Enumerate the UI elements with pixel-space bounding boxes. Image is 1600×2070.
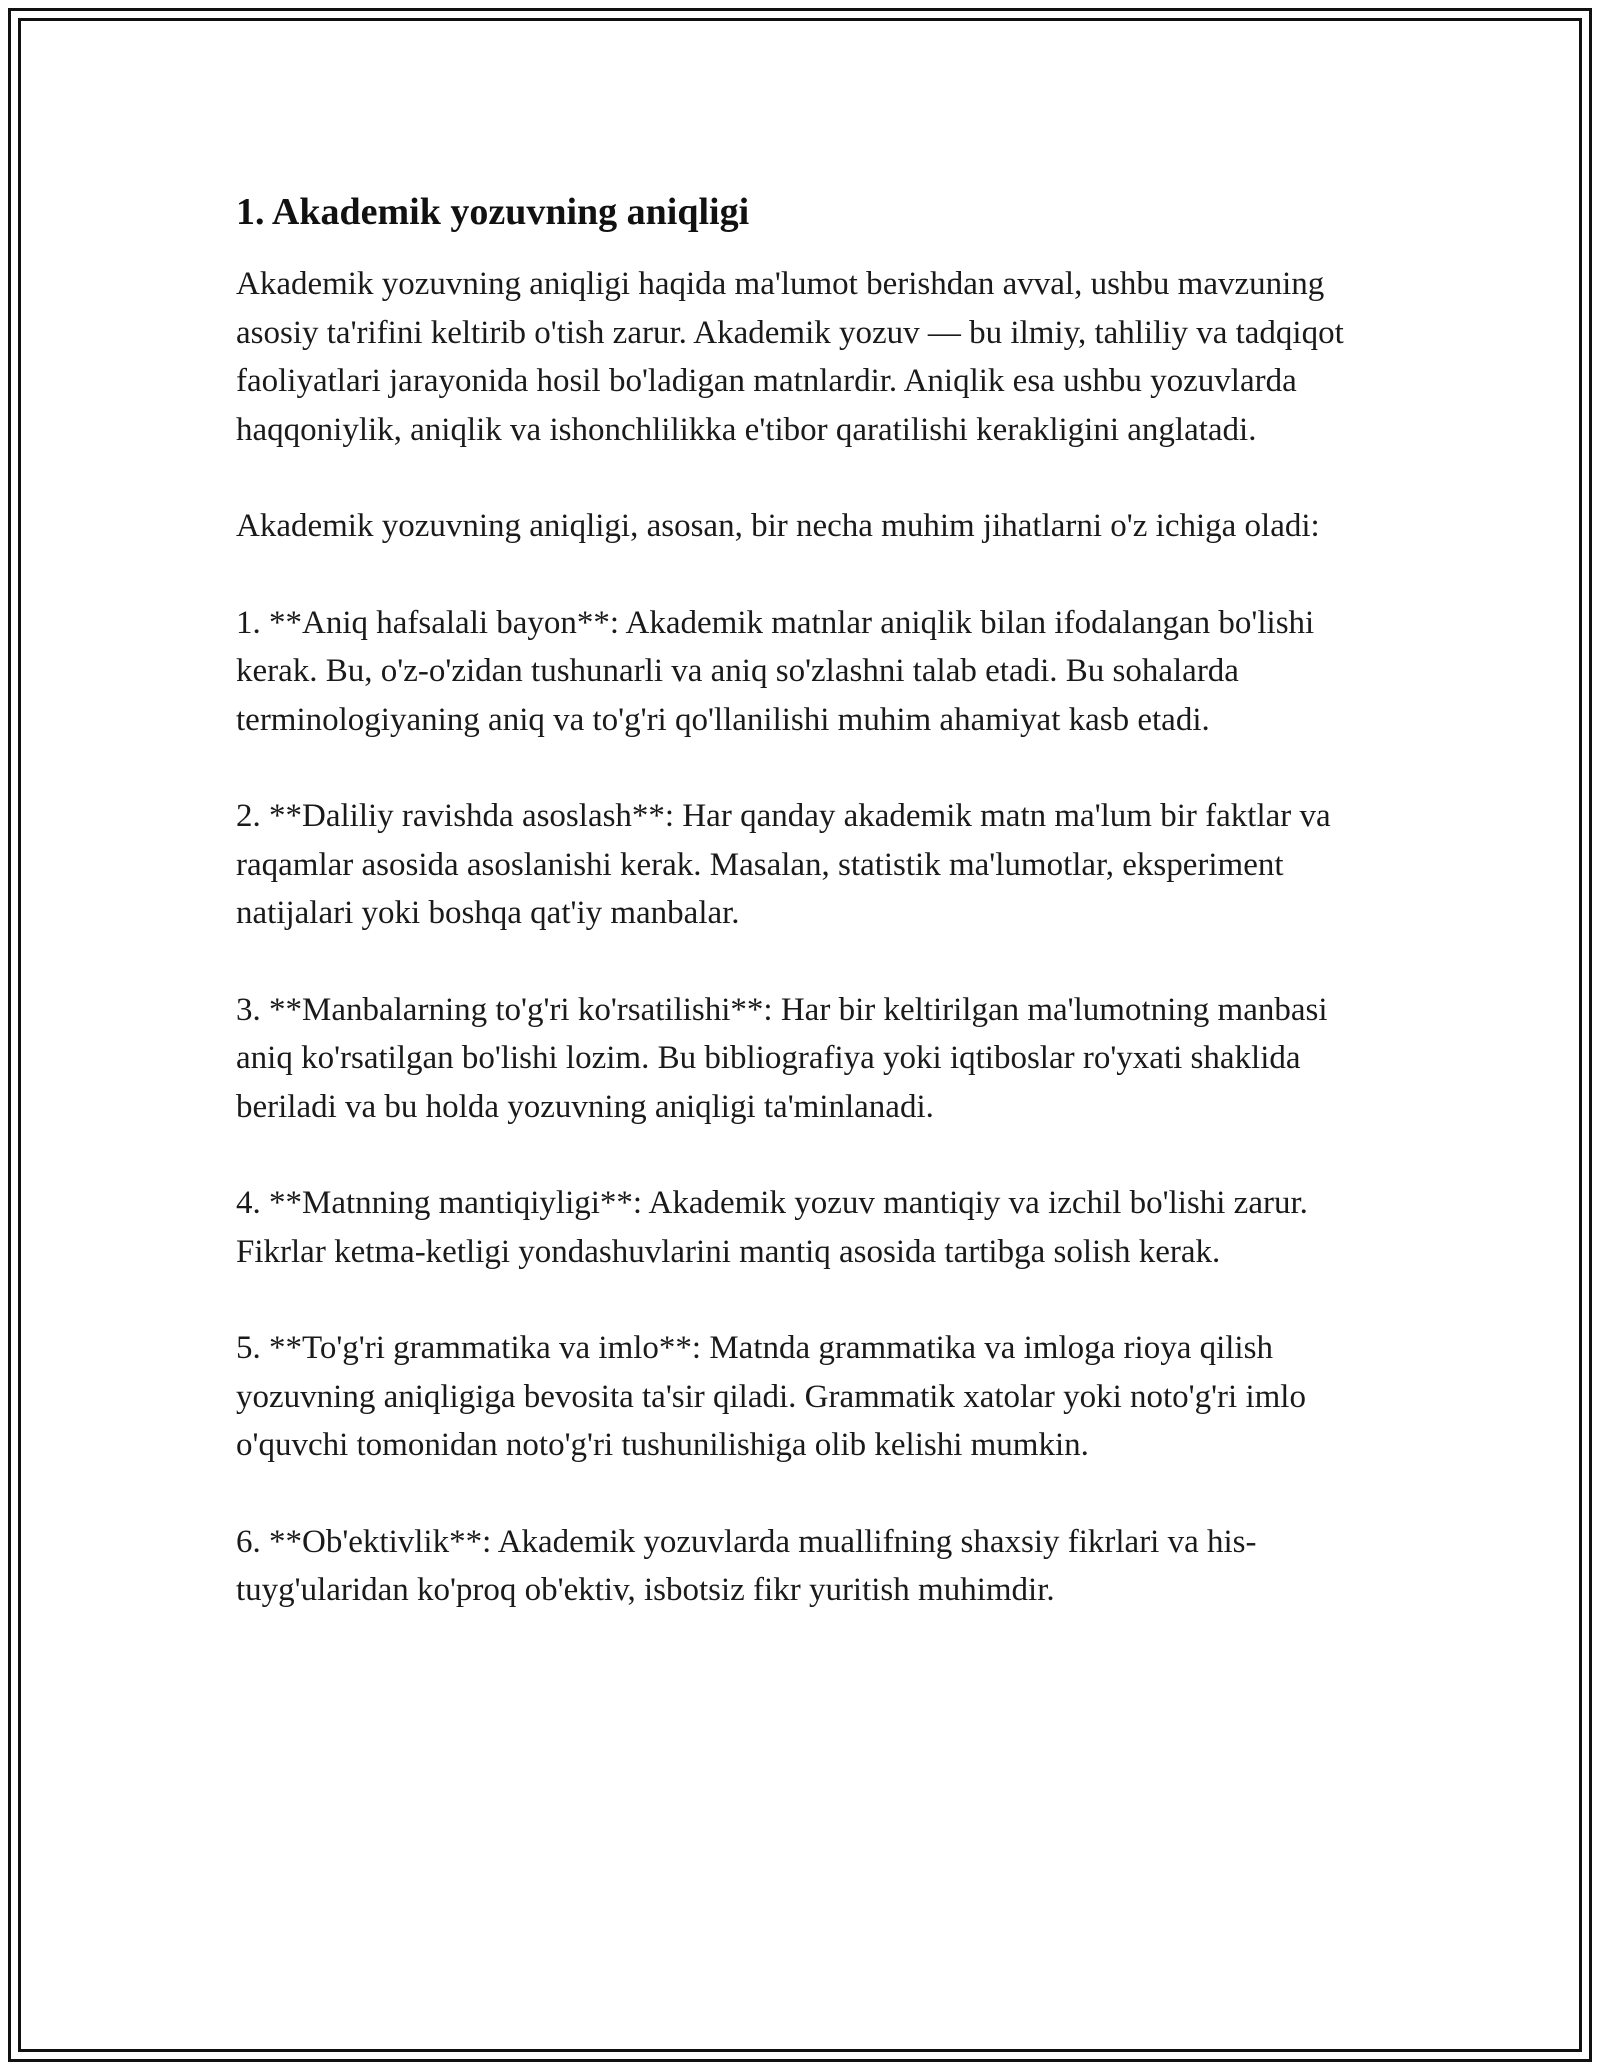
aspect-item-3: 3. **Manbalarning to'g'ri ko'rsatilishi**: Har bir keltirilgan ma'lumotning manbasi aniq ko'rsatilgan bo'lishi lozim. Bu bibliografiya yoki iqtiboslar ro'yxati shaklida beriladi va bu holda yozuvning aniqligi ta'minlanadi.	[236, 991, 1328, 1125]
aspect-item-4: 4. **Matnning mantiqiyligi**: Akademik yozuv mantiqiy va izchil bo'lishi zarur. Fikrlar ketma-ketligi yondashuvlarini mantiq asosida tartibga solish kerak.	[236, 1185, 1308, 1270]
section-title: 1. Akademik yozuvning aniqligi	[236, 191, 750, 233]
aspect-item-6: 6. **Ob'ektivlik**: Akademik yozuvlarda muallifning shaxsiy fikrlari va his-tuyg'ularidan ko'proq ob'ektiv, isbotsiz fikr yuritish muhimdir.	[236, 1523, 1257, 1608]
aspect-item-2: 2. **Daliliy ravishda asoslash**: Har qanday akademik matn ma'lum bir faktlar va raqamlar asosida asoslanishi kerak. Masalan, statistik ma'lumotlar, eksperiment natijalari yoki boshqa qat'iy manbalar.	[236, 798, 1331, 931]
aspect-item-5: 5. **To'g'ri grammatika va imlo**: Matnda grammatika va imloga rioya qilish yozuvning aniqligiga bevosita ta'sir qiladi. Grammatik xatolar yoki noto'g'ri imlo o'quvchi tomonidan noto'g'ri tushunilishiga olib kelishi mumkin.	[236, 1330, 1306, 1463]
aspect-item-1: 1. **Aniq hafsalali bayon**: Akademik matnlar aniqlik bilan ifodalangan bo'lishi kerak. Bu, o'z-o'zidan tushunarli va aniq so'zlashni talab etadi. Bu sohalarda terminologiyaning aniq va to'g'ri qo'llanilishi muhim ahamiyat kasb etadi.	[236, 604, 1315, 738]
aspects-intro-paragraph: Akademik yozuvning aniqligi, asosan, bir necha muhim jihatlarni o'z ichiga oladi:	[236, 508, 1320, 544]
document-body	[236, 186, 1376, 1663]
intro-paragraph: Akademik yozuvning aniqligi haqida ma'lumot berishdan avval, ushbu mavzuning asosiy ta'rifini keltirib o'tish zarur. Akademik yozuv — bu ilmiy, tahliliy va tadqiqot faoliyatlari jarayonida hosil bo'ladigan matnlardir. Aniqlik esa ushbu yozuvlarda haqqoniylik, aniqlik va ishonchlilikka e'tibor qaratilishi kerakligini anglatadi.	[236, 266, 1344, 448]
